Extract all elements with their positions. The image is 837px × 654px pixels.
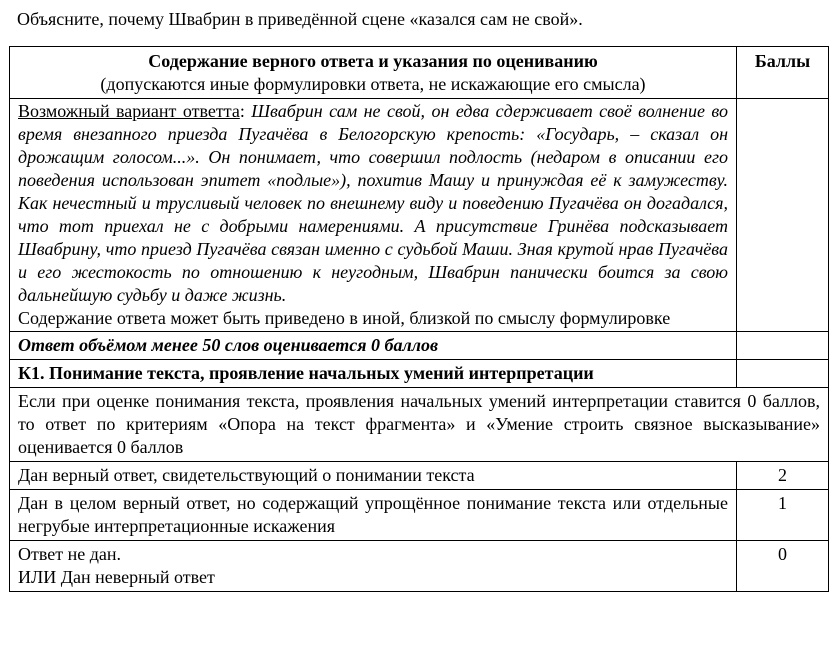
question-text: Объясните, почему Швабрин в приведённой сцене «казался сам не свой». xyxy=(17,9,583,29)
header-cell xyxy=(10,47,737,99)
row-score: 1 xyxy=(737,490,829,541)
row-text: Дан в целом верный ответ, но содержащий упрощённое понимание текста или отдельные негрубые интерпретационные искажения xyxy=(10,490,737,541)
table-row xyxy=(10,541,829,592)
grading-table xyxy=(9,46,829,592)
criterion-score-cell xyxy=(737,360,829,388)
answer-cell xyxy=(10,99,737,332)
answer-row xyxy=(10,99,829,332)
answer-text: Швабрин сам не свой, он едва сдерживает своё волнение во время внезапного приезда Пугачёва в Белогорскую крепость: «Государь, – сказал он дрожащим голосом...». Он понимает, что совершил подлость (недаром в описании его поведения использован эпитет «подлые»), похитив Машу и принуждая её к замужеству. Как нечестный и трусливый человек по внешнему виду и поведению Пугачёва он догадался, что тот приехал не с добрыми намерениями. А присутствие Гринёва подсказывает Швабрину, что приезд Пугачёва связан именно с судьбой Маши. Зная крутой нрав Пугачёва и его жестокость по отношению к неугодным, Швабрин панически боится за свою дальнейшую судьбу и даже жизнь. xyxy=(18,101,728,305)
header-subtitle: (допускаются иные формулировки ответа, не искажающие его смысла) xyxy=(100,74,646,94)
criterion-note: Если при оценке понимания текста, проявления начальных умений интерпретации ставится 0 баллов, то ответ по критериям «Опора на текст фрагмента» и «Умение строить связное высказывание» оценивается 0 баллов xyxy=(10,388,829,462)
criterion-title-row xyxy=(10,360,829,388)
row-score: 0 xyxy=(737,541,829,592)
row-text: Дан верный ответ, свидетельствующий о понимании текста xyxy=(10,462,737,490)
rule-under-50: Ответ объёмом менее 50 слов оценивается 0 баллов xyxy=(10,332,737,360)
row-text-line2: ИЛИ Дан неверный ответ xyxy=(18,567,215,587)
answer-label-suffix: : xyxy=(239,101,252,121)
rule-score-cell xyxy=(737,332,829,360)
table-row xyxy=(10,490,829,541)
rule-row xyxy=(10,332,829,360)
header-title: Содержание верного ответа и указания по оцениванию xyxy=(148,51,598,71)
criterion-note-row xyxy=(10,388,829,462)
score-header: Баллы xyxy=(737,47,829,99)
row-text-line1: Ответ не дан. xyxy=(18,544,122,564)
row-score: 2 xyxy=(737,462,829,490)
table-row xyxy=(10,462,829,490)
row-text xyxy=(10,541,737,592)
answer-note: Содержание ответа может быть приведено в иной, близкой по смыслу формулировке xyxy=(18,308,671,328)
answer-label: Возможный вариант ответта xyxy=(18,101,240,121)
answer-score-cell xyxy=(737,99,829,332)
criterion-title: К1. Понимание текста, проявление начальных умений интерпретации xyxy=(10,360,737,388)
table-header-row xyxy=(10,47,829,99)
